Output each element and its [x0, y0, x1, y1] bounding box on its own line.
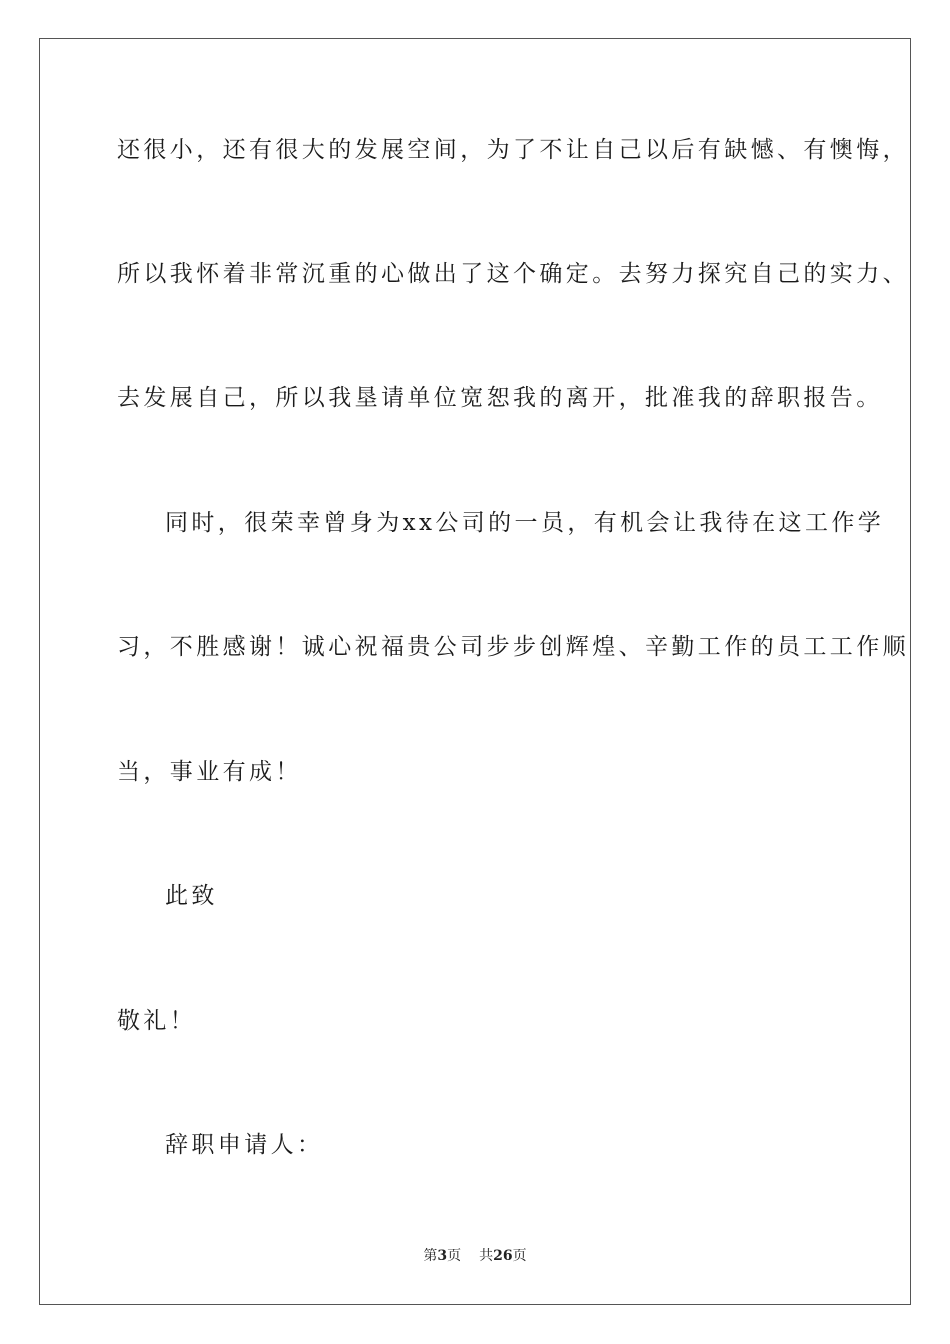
total-suffix: 页 — [512, 1248, 527, 1264]
page-number: 3 — [437, 1248, 448, 1264]
body-line-2: 所以我怀着非常沉重的心做出了这个确定。去努力探究自己的实力、 — [117, 261, 909, 287]
page-suffix: 页 — [447, 1248, 462, 1264]
body-line-3: 去发展自己，所以我垦请单位宽恕我的离开，批准我的辞职报告。 — [117, 385, 883, 411]
closing-salutation: 此致 — [165, 883, 218, 909]
closing-regards: 敬礼！ — [117, 1008, 197, 1034]
body-line-6: 当，事业有成！ — [117, 759, 302, 785]
total-prefix: 共 — [479, 1248, 494, 1264]
page-footer — [0, 1247, 950, 1265]
total-pages: 26 — [493, 1248, 513, 1264]
page-prefix: 第 — [423, 1248, 438, 1264]
signature-label: 辞职申请人： — [165, 1132, 324, 1158]
body-line-1: 还很小，还有很大的发展空间，为了不让自己以后有缺憾、有懊悔， — [117, 137, 909, 163]
page-border — [39, 38, 911, 1305]
body-line-5: 习，不胜感谢！诚心祝福贵公司步步创辉煌、辛勤工作的员工工作顺 — [117, 634, 909, 660]
paragraph-gratitude-start: 同时，很荣幸曾身为xx公司的一员，有机会让我待在这工作学 — [165, 510, 885, 536]
